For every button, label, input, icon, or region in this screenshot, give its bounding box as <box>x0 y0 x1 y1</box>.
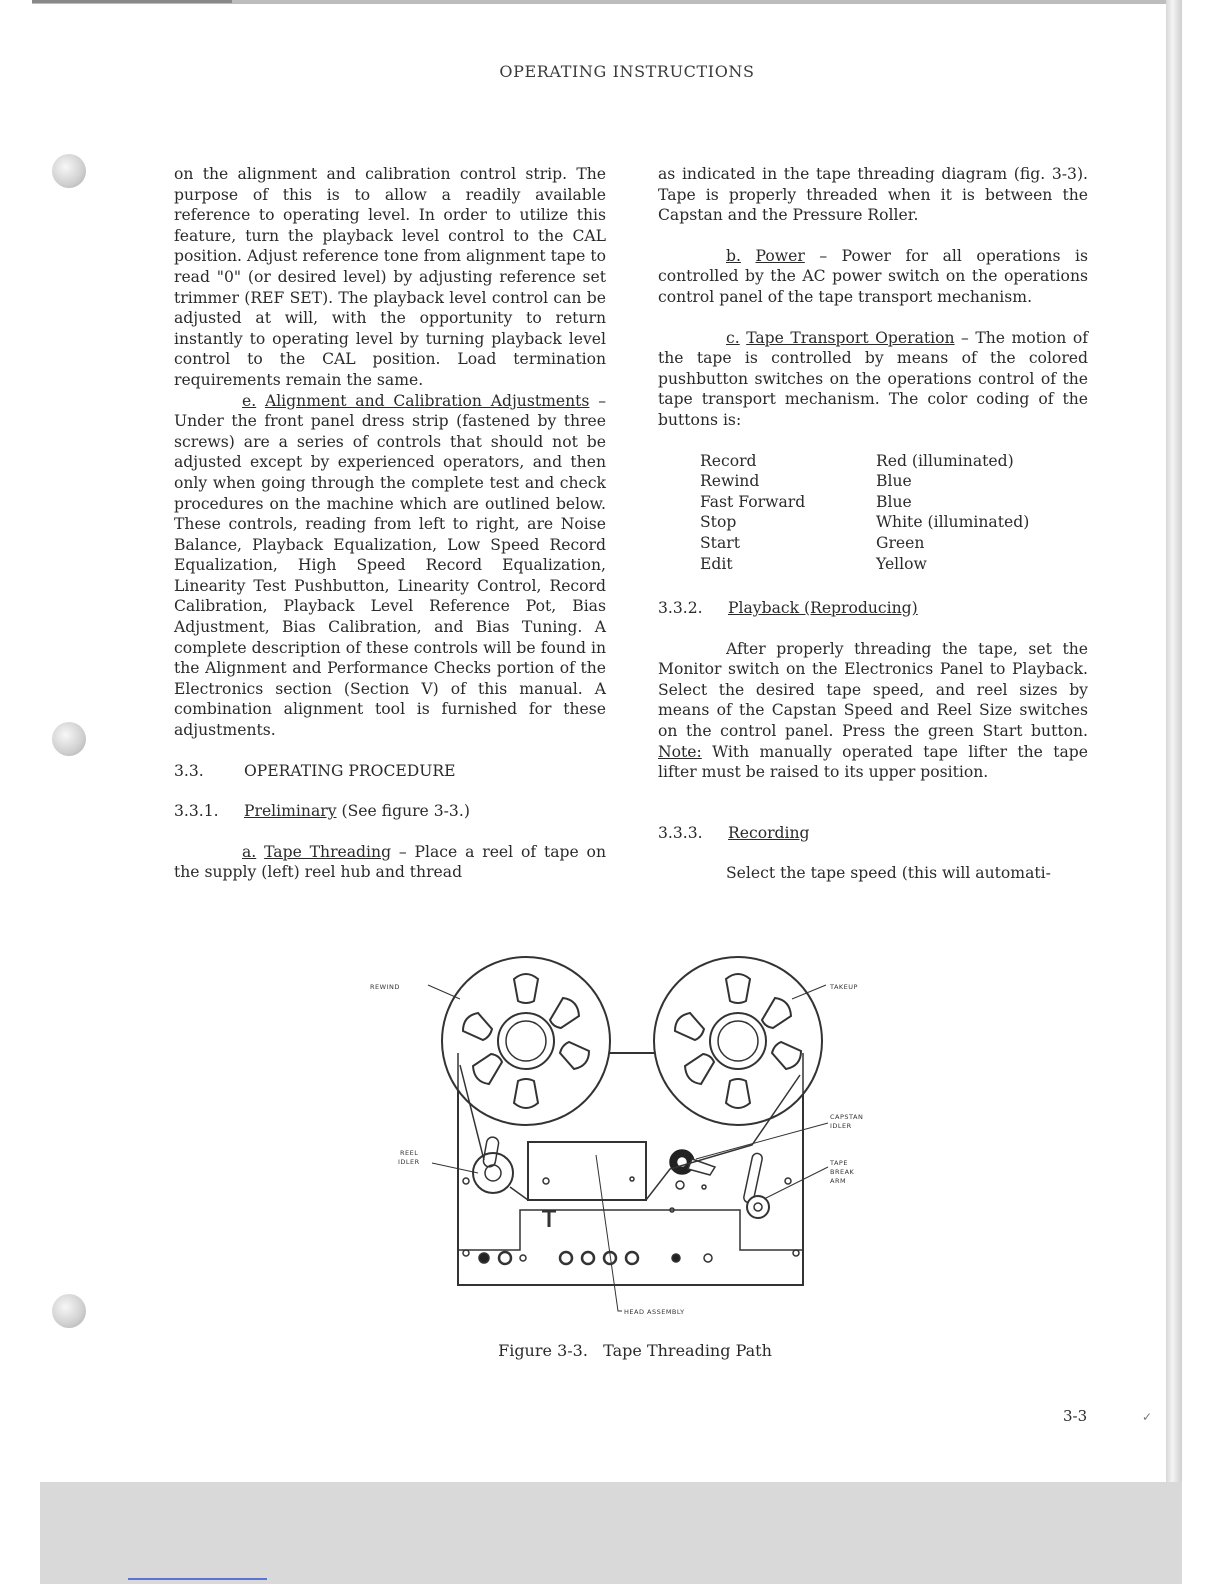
para-c-label: c. <box>726 328 740 347</box>
paragraph-transport-operation <box>658 328 1088 431</box>
head-assembly <box>528 1142 646 1200</box>
paragraph-tape-threading <box>174 842 606 883</box>
para-b-title: Power <box>755 246 805 265</box>
section-3-3-3-heading <box>658 823 1088 844</box>
list-item <box>700 451 1088 472</box>
tape-threading-diagram <box>360 955 890 1325</box>
label-tape-break-1: TAPE <box>830 1159 848 1167</box>
page-header: OPERATING INSTRUCTIONS <box>499 62 755 81</box>
button-color: Green <box>876 533 925 552</box>
binder-hole-top <box>52 154 86 188</box>
para-a-title: Tape Threading <box>264 842 392 861</box>
para-c-body: – The motion of the tape is controlled by means of the colored pushbutton switches on the operations control of the tape transport mechanism. The color coding of the buttons is: <box>658 328 1088 429</box>
figure-caption: Figure 3-3. Tape Threading Path <box>498 1341 772 1360</box>
paragraph-recording: Select the tape speed (this will automati- <box>726 864 1051 883</box>
label-tape-break-3: ARM <box>830 1177 847 1185</box>
list-item <box>700 554 1088 575</box>
list-item <box>700 492 1088 513</box>
para-c-title: Tape Transport Operation <box>746 328 955 347</box>
list-item <box>700 533 1088 554</box>
para-b-label: b. <box>726 246 741 265</box>
note-body: With manually operated tape lifter the tape lifter must be raised to its upper position. <box>658 742 1088 782</box>
page-right-edge-shadow <box>1166 0 1182 1490</box>
section-3-3-2-number: 3.3.2. <box>658 599 703 618</box>
paragraph-threading-continued: as indicated in the tape threading diagram (fig. 3-3). Tape is properly threaded when it is between the Capstan and the Pressure Roller. <box>658 165 1088 225</box>
button-color: Blue <box>876 492 912 511</box>
section-3-3-1-number: 3.3.1. <box>174 802 219 821</box>
list-item <box>700 512 1088 533</box>
section-3-3-title: OPERATING PROCEDURE <box>244 761 456 780</box>
section-3-3-3-number: 3.3.3. <box>658 823 703 842</box>
label-head-assembly: HEAD ASSEMBLY <box>624 1308 685 1316</box>
button-name: Start <box>700 533 740 552</box>
section-3-3-2-title: Playback (Reproducing) <box>728 599 918 618</box>
list-item <box>700 471 1088 492</box>
paragraph-cal-control: on the alignment and calibration control strip. The purpose of this is to allow a readily available reference to operating level. In order to utilize this feature, turn the playback level control to the CAL position. Adjust reference tone from alignment tape to read "0" (or desired level) by adjusting reference set trimmer (REF SET). The playback level control can be adjusted at will, with the opportunity to return instantly to operating level by turning playback level control to the CAL position. Load termination requirements remain the same. <box>174 165 606 389</box>
button-color: Yellow <box>876 554 927 573</box>
button-name: Edit <box>700 554 733 573</box>
label-reel-idler-2: IDLER <box>398 1158 420 1166</box>
section-3-3-heading <box>174 761 606 782</box>
paragraph-playback <box>658 639 1088 783</box>
button-color: White (illuminated) <box>876 513 1030 532</box>
label-takeup: TAKEUP <box>830 983 858 991</box>
label-tape-break-2: BREAK <box>830 1168 855 1176</box>
label-capstan-idler-2: IDLER <box>830 1122 852 1130</box>
paragraph-power <box>658 246 1088 308</box>
label-capstan-idler-1: CAPSTAN <box>830 1113 864 1121</box>
para-e-label: e. <box>242 391 257 410</box>
section-3-3-number: 3.3. <box>174 761 204 780</box>
margin-mark: ✓ <box>1142 1410 1153 1424</box>
bottom-link-line <box>128 1578 267 1580</box>
section-3-3-3-title: Recording <box>728 823 810 842</box>
section-3-3-1-ref: (See figure 3-3.) <box>341 802 470 821</box>
section-3-3-1-title: Preliminary <box>244 802 337 821</box>
para-a-label: a. <box>242 842 257 861</box>
para-a-body: – Place a reel of tape on the supply (left) reel hub and thread <box>174 842 606 882</box>
page-number: 3-3 <box>1063 1407 1088 1425</box>
button-name: Record <box>700 451 757 470</box>
para-e-title: Alignment and Calibration Adjustments <box>264 391 590 410</box>
para-e-body: – Under the front panel dress strip (fastened by three screws) are a series of controls that should not be adjusted except by experienced operators, and then only when going through the complete test and check procedures on the machine which are outlined below. These controls, reading from left to right, are Noise Balance, Playback Equalization, Low Speed Record Equalization, High Speed Record Equalization, Linearity Test Pushbutton, Linearity Control, Record Calibration, Playback Level Reference Pot, Bias Adjustment, Bias Calibration, and Bias Tuning. A complete description of these controls will be found in the Alignment and Performance Checks portion of the Electronics section (Section V) of this manual. A combination alignment tool is furnished for these adjustments. <box>174 391 606 740</box>
label-reel-idler-1: REEL <box>400 1149 419 1157</box>
section-3-3-1-heading <box>174 801 606 822</box>
label-rewind: REWIND <box>370 983 400 991</box>
button-color: Red (illuminated) <box>876 451 1014 470</box>
button-color-list <box>700 451 1088 575</box>
button-name: Rewind <box>700 472 760 491</box>
playback-body: After properly threading the tape, set the Monitor switch on the Electronics Panel to Playback. Select the desired tape speed, and reel sizes by means of the Capstan Speed and Reel Size switches on the control panel. Press the green Start button. <box>658 639 1088 741</box>
right-column <box>658 164 1088 884</box>
para-b-body: – Power for all operations is controlled by the AC power switch on the operations control panel of the tape transport mechanism. <box>658 246 1088 306</box>
takeup-reel <box>654 957 822 1125</box>
scan-bottom-band <box>40 1482 1182 1584</box>
paragraph-alignment-adjustments <box>174 391 606 741</box>
section-3-3-2-heading <box>658 598 1088 619</box>
note-label: Note: <box>658 742 702 761</box>
page-top-edge-dark <box>32 0 232 3</box>
button-color: Blue <box>876 472 912 491</box>
binder-hole-bottom <box>52 1294 86 1328</box>
button-name: Stop <box>700 513 737 532</box>
button-name: Fast Forward <box>700 492 806 511</box>
left-column <box>174 164 606 883</box>
supply-reel <box>442 957 610 1125</box>
binder-hole-middle <box>52 722 86 756</box>
